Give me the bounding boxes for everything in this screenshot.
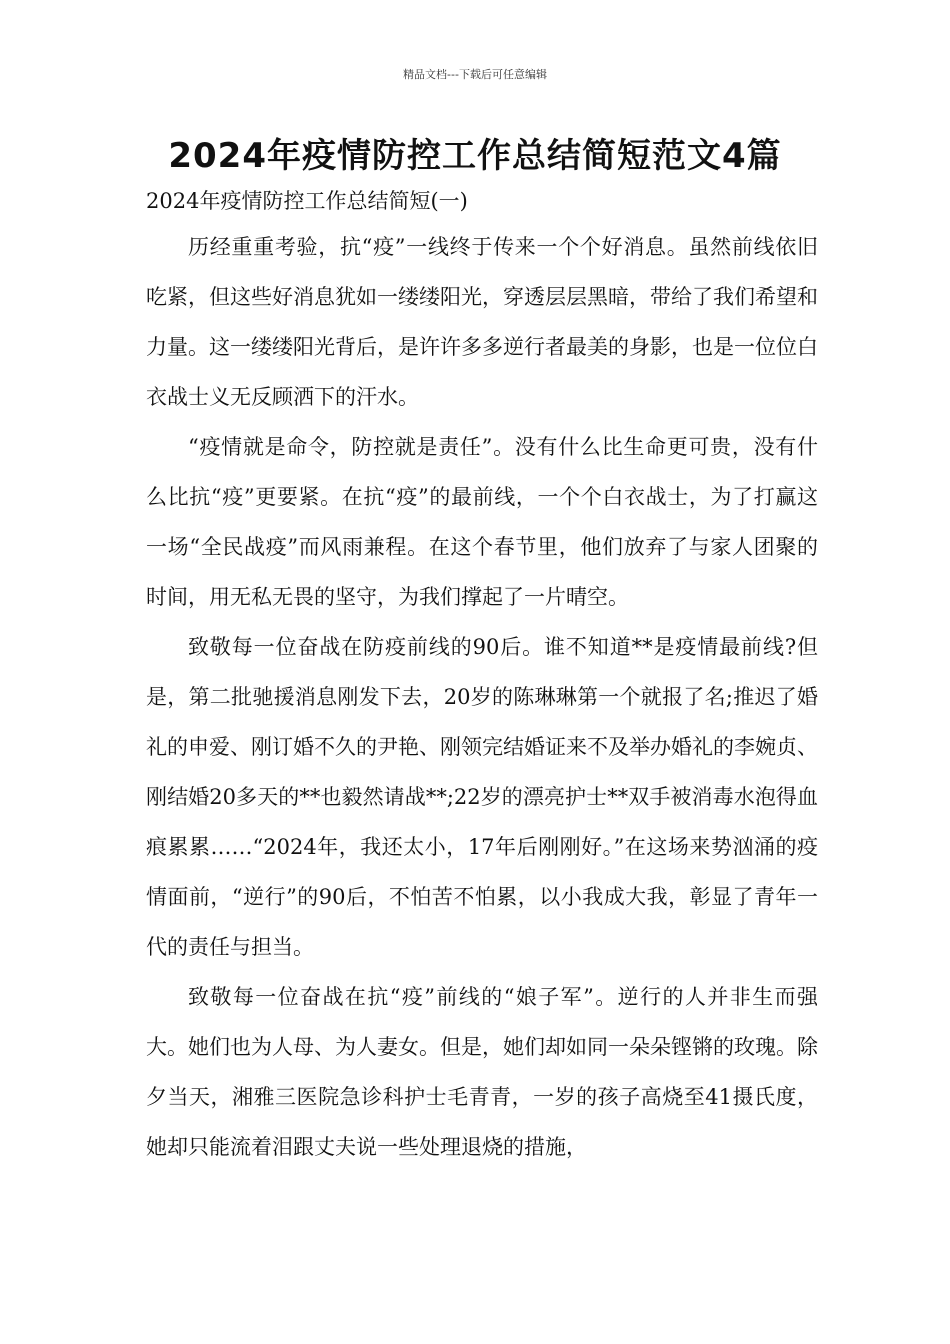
- page-header-note: 精品文档---下载后可任意编辑: [403, 68, 547, 81]
- section-heading: 2024年疫情防控工作总结简短(一): [146, 189, 468, 213]
- paragraph-2: “疫情就是命令，防控就是责任”。没有什么比生命更可贵，没有什么比抗“疫”更要紧。在抗“疫”的最前线，一个个白衣战士，为了打赢这一场“全民战疫”而风雨兼程。在这个春节里，他们放弃了与家人团聚的时间，用无私无畏的坚守，为我们撑起了一片晴空。: [146, 435, 818, 609]
- paragraph-3: 致敬每一位奋战在防疫前线的90后。谁不知道**是疫情最前线?但是，第二批驰援消息刚发下去，20岁的陈琳琳第一个就报了名;推迟了婚礼的申爱、刚订婚不久的尹艳、刚领完结婚证来不及举办婚礼的李婉贞、刚结婚20多天的**也毅然请战**;22岁的漂亮护士**双手被消毒水泡得血痕累累……“2024年，我还太小，17年后刚刚好。”在这场来势汹涌的疫情面前，“逆行”的90后，不怕苦不怕累，以小我成大我，彰显了青年一代的责任与担当。: [146, 635, 818, 959]
- document-body: [146, 184, 818, 1172]
- paragraph-4: 致敬每一位奋战在抗“疫”前线的“娘子军”。逆行的人并非生而强大。她们也为人母、为人妻女。但是，她们却如同一朵朵铿锵的玫瑰。除夕当天，湘雅三医院急诊科护士毛青青，一岁的孩子高烧至41摄氏度，她却只能流着泪跟丈夫说一些处理退烧的措施，: [146, 985, 818, 1159]
- document-title: 2024年疫情防控工作总结简短范文4篇: [168, 136, 782, 176]
- paragraph-1: 历经重重考验，抗“疫”一线终于传来一个个好消息。虽然前线依旧吃紧，但这些好消息犹如一缕缕阳光，穿透层层黑暗，带给了我们希望和力量。这一缕缕阳光背后，是许许多多逆行者最美的身影，也是一位位白衣战士义无反顾洒下的汗水。: [146, 235, 818, 409]
